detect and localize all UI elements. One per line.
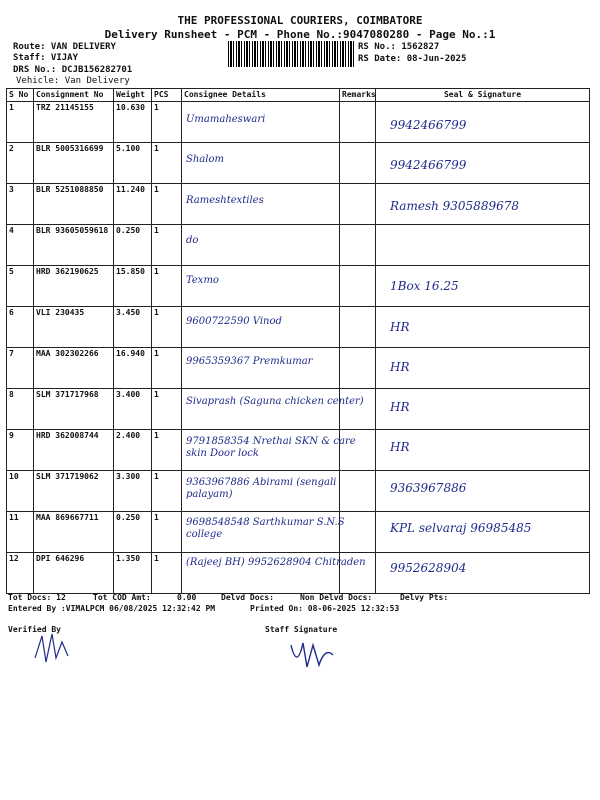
consignee-handwriting: 9791858354 Nrethai SKN & care skin Door lock: [186, 436, 356, 460]
row-weight: 3.300: [114, 471, 152, 512]
row-consignment: SLM 371719062: [34, 471, 114, 512]
row-consignee-cell: [182, 389, 340, 430]
row-sno: 2: [7, 143, 34, 184]
seal-signature-handwriting: HR: [390, 440, 410, 455]
delivered-docs: Delvd Docs:: [221, 593, 274, 602]
row-consignee-cell: [182, 348, 340, 389]
row-weight: 0.250: [114, 512, 152, 553]
row-consignment: HRD 362190625: [34, 266, 114, 307]
table-row: [7, 143, 590, 184]
row-pcs: 1: [152, 553, 182, 594]
total-docs: Tot Docs: 12: [8, 593, 66, 602]
table-row: [7, 225, 590, 266]
table-row: [7, 307, 590, 348]
row-pcs: 1: [152, 143, 182, 184]
row-sno: 4: [7, 225, 34, 266]
consignee-handwriting: do: [186, 234, 199, 246]
staff-label: Staff: VIJAY: [13, 53, 79, 63]
consignee-handwriting: 9363967886 Abirami (sengali palayam): [186, 476, 337, 500]
runsheet-subtitle: Delivery Runsheet - PCM - Phone No.:9047080280 - Page No.:1: [104, 28, 496, 41]
row-pcs: 1: [152, 184, 182, 225]
row-pcs: 1: [152, 225, 182, 266]
seal-signature-handwriting: 9363967886: [390, 480, 467, 495]
row-consignment: BLR 5005316699: [34, 143, 114, 184]
staff-signature: [285, 635, 345, 675]
consignee-handwriting: Shalom: [186, 154, 224, 166]
row-consignment: VLI 230435: [34, 307, 114, 348]
non-delivered-docs: Non Delvd Docs:: [300, 593, 373, 602]
seal-signature-handwriting: HR: [390, 319, 410, 334]
row-weight: 15.850: [114, 266, 152, 307]
drs-label: DRS No.: DCJB156282701: [13, 65, 133, 75]
row-weight: 1.350: [114, 553, 152, 594]
row-weight: 10.630: [114, 102, 152, 143]
printed-on: Printed On: 08-06-2025 12:32:53: [250, 604, 400, 613]
consignee-handwriting: (Rajeej BH) 9952628904 Chitraden: [186, 557, 366, 569]
col-header-consignee: Consignee Details: [182, 89, 340, 102]
seal-signature-handwriting: HR: [390, 359, 410, 374]
col-header-consignment: Consignment No: [34, 89, 114, 102]
verified-signature: [30, 628, 80, 668]
row-remarks: [340, 389, 376, 430]
row-weight: 0.250: [114, 225, 152, 266]
col-header-seal: Seal & Signature: [376, 89, 590, 102]
row-remarks: [340, 143, 376, 184]
vehicle-label: Vehicle: Van Delivery: [16, 76, 130, 86]
seal-signature-handwriting: 1Box 16.25: [390, 279, 459, 294]
row-sno: 11: [7, 512, 34, 553]
row-seal-cell: [376, 225, 590, 266]
rs-number: RS No.: 1562827: [358, 42, 440, 52]
row-remarks: [340, 225, 376, 266]
row-sno: 6: [7, 307, 34, 348]
row-sno: 10: [7, 471, 34, 512]
col-header-sno: S No: [7, 89, 34, 102]
row-pcs: 1: [152, 348, 182, 389]
row-consignment: HRD 362008744: [34, 430, 114, 471]
row-weight: 3.400: [114, 389, 152, 430]
row-weight: 3.450: [114, 307, 152, 348]
consignee-handwriting: 9965359367 Premkumar: [186, 355, 313, 367]
row-remarks: [340, 184, 376, 225]
row-consignment: BLR 5251088850: [34, 184, 114, 225]
row-remarks: [340, 307, 376, 348]
col-header-weight: Weight: [114, 89, 152, 102]
delivery-points: Delvy Pts:: [400, 593, 449, 602]
row-weight: 5.100: [114, 143, 152, 184]
staff-signature-label: Staff Signature: [265, 625, 338, 634]
row-consignment: SLM 371717968: [34, 389, 114, 430]
seal-signature-handwriting: Ramesh 9305889678: [390, 198, 519, 213]
row-sno: 8: [7, 389, 34, 430]
consignee-handwriting: Sivaprash (Saguna chicken center): [186, 396, 364, 408]
table-row: [7, 266, 590, 307]
row-weight: 11.240: [114, 184, 152, 225]
row-pcs: 1: [152, 266, 182, 307]
company-title: THE PROFESSIONAL COURIERS, COIMBATORE: [177, 14, 423, 27]
row-pcs: 1: [152, 471, 182, 512]
row-sno: 7: [7, 348, 34, 389]
row-remarks: [340, 266, 376, 307]
consignee-handwriting: Umamaheswari: [186, 114, 266, 125]
row-sno: 1: [7, 102, 34, 143]
row-consignment: MAA 302302266: [34, 348, 114, 389]
route-label: Route: VAN DELIVERY: [13, 42, 116, 52]
barcode: [228, 41, 354, 67]
row-consignment: MAA 869667711: [34, 512, 114, 553]
row-remarks: [340, 348, 376, 389]
verified-by-label: Verified By: [8, 625, 61, 634]
consignee-handwriting: Rameshtextiles: [186, 194, 264, 206]
col-header-pcs: PCS: [152, 89, 182, 102]
seal-signature-handwriting: HR: [390, 400, 410, 415]
seal-signature-handwriting: 9942466799: [390, 158, 467, 173]
row-consignment: BLR 93605059618: [34, 225, 114, 266]
consignee-handwriting: Texmo: [186, 275, 219, 287]
consignee-handwriting: 9698548548 Sarthkumar S.N.S college: [186, 517, 345, 540]
col-header-remarks: Remarks: [340, 89, 376, 102]
row-sno: 9: [7, 430, 34, 471]
table-row: [7, 102, 590, 143]
rs-date: RS Date: 08-Jun-2025: [358, 54, 467, 64]
total-cod-label: Tot COD Amt:: [93, 593, 151, 602]
seal-signature-handwriting: 9942466799: [390, 118, 467, 132]
row-consignee-cell: [182, 225, 340, 266]
seal-signature-handwriting: KPL selvaraj 96985485: [390, 521, 532, 535]
row-weight: 16.940: [114, 348, 152, 389]
table-header-row: [7, 89, 590, 102]
row-consignment: TRZ 21145155: [34, 102, 114, 143]
row-sno: 12: [7, 553, 34, 594]
row-pcs: 1: [152, 512, 182, 553]
row-pcs: 1: [152, 307, 182, 348]
row-pcs: 1: [152, 430, 182, 471]
row-pcs: 1: [152, 102, 182, 143]
table-row: [7, 389, 590, 430]
entered-by: Entered By :VIMALPCM 06/08/2025 12:32:42 PM: [8, 604, 216, 613]
total-cod-amount: 0.00: [177, 593, 197, 602]
table-row: [7, 348, 590, 389]
row-consignment: DPI 646296: [34, 553, 114, 594]
row-weight: 2.400: [114, 430, 152, 471]
row-remarks: [340, 102, 376, 143]
row-pcs: 1: [152, 389, 182, 430]
row-sno: 5: [7, 266, 34, 307]
consignee-handwriting: 9600722590 Vinod: [186, 315, 282, 327]
seal-signature-handwriting: 9952628904: [390, 561, 467, 576]
row-sno: 3: [7, 184, 34, 225]
